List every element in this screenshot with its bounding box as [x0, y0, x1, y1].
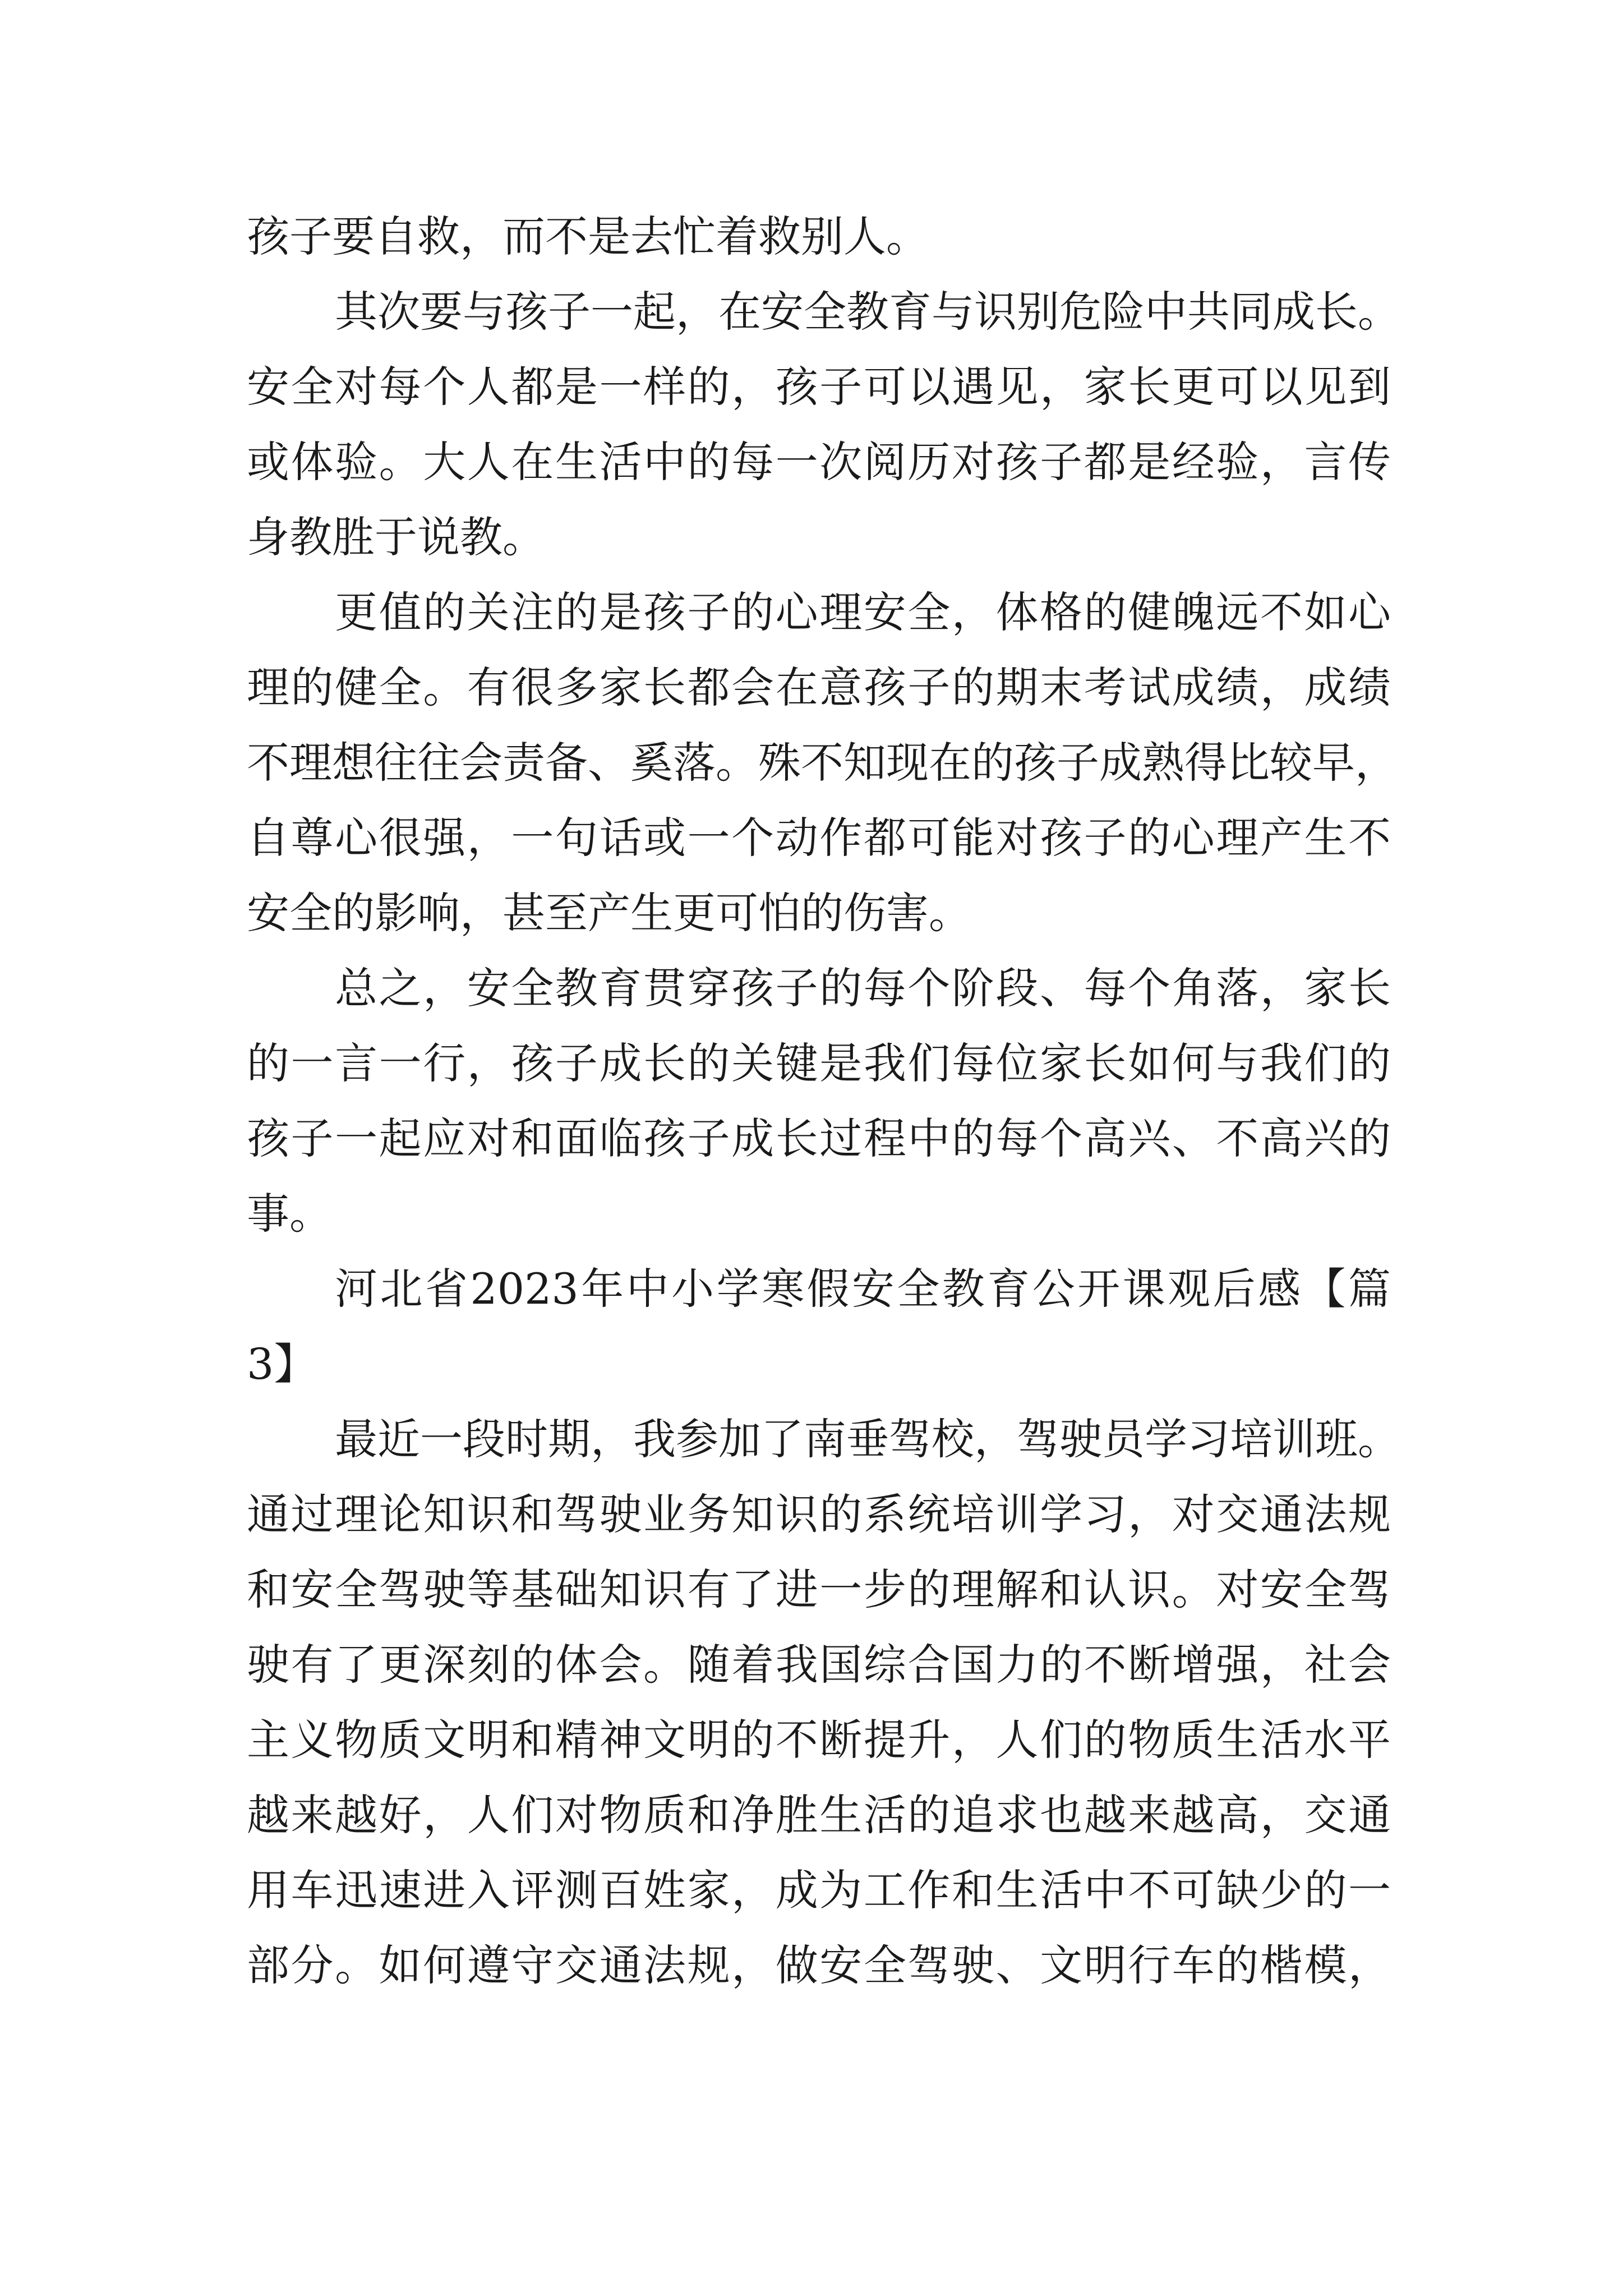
- text-line: 身教胜于说教。: [247, 512, 545, 562]
- text-line: 孩子一起应对和面临孩子成长过程中的每个高兴、不高兴的: [247, 1114, 1391, 1163]
- text-line: 事。: [247, 1189, 332, 1239]
- text-line: 或体验。大人在生活中的每一次阅历对孩子都是经验，言传: [247, 437, 1391, 487]
- text-line: 驶有了更深刻的体会。随着我国综合国力的不断增强，社会: [247, 1640, 1391, 1690]
- text-line: 安全的影响，甚至产生更可怕的伤害。: [247, 888, 971, 938]
- text-line: 理的健全。有很多家长都会在意孩子的期末考试成绩，成绩: [247, 662, 1391, 712]
- text-line: 和安全驾驶等基础知识有了进一步的理解和认识。对安全驾: [247, 1565, 1391, 1614]
- text-line: 总之，安全教育贯穿孩子的每个阶段、每个角落，家长: [335, 963, 1391, 1013]
- text-line: 部分。如何遵守交通法规，做安全驾驶、文明行车的楷模，: [247, 1940, 1391, 1990]
- text-line: 越来越好，人们对物质和净胜生活的追求也越来越高，交通: [247, 1790, 1391, 1840]
- text-line: 其次要与孩子一起，在安全教育与识别危险中共同成长。: [335, 287, 1400, 337]
- text-line: 更值的关注的是孩子的心理安全，体格的健魄远不如心: [335, 587, 1391, 637]
- text-line: 最近一段时期，我参加了南垂驾校，驾驶员学习培训班。: [335, 1414, 1400, 1464]
- text-line: 用车迅速进入评测百姓家，成为工作和生活中不可缺少的一: [247, 1865, 1391, 1915]
- text-line: 孩子要自救，而不是去忙着救别人。: [247, 211, 929, 261]
- text-line: 主义物质文明和精神文明的不断提升，人们的物质生活水平: [247, 1715, 1391, 1765]
- section-heading: 河北省2023年中小学寒假安全教育公开课观后感【篇: [335, 1264, 1391, 1314]
- section-heading-continuation: 3】: [247, 1339, 317, 1389]
- text-line: 不理想往往会责备、奚落。殊不知现在的孩子成熟得比较早，: [247, 738, 1398, 788]
- text-line: 的一言一行，孩子成长的关键是我们每位家长如何与我们的: [247, 1038, 1391, 1088]
- text-line: 安全对每个人都是一样的，孩子可以遇见，家长更可以见到: [247, 362, 1391, 412]
- text-line: 通过理论知识和驾驶业务知识的系统培训学习，对交通法规: [247, 1489, 1391, 1539]
- text-line: 自尊心很强，一句话或一个动作都可能对孩子的心理产生不: [247, 813, 1391, 863]
